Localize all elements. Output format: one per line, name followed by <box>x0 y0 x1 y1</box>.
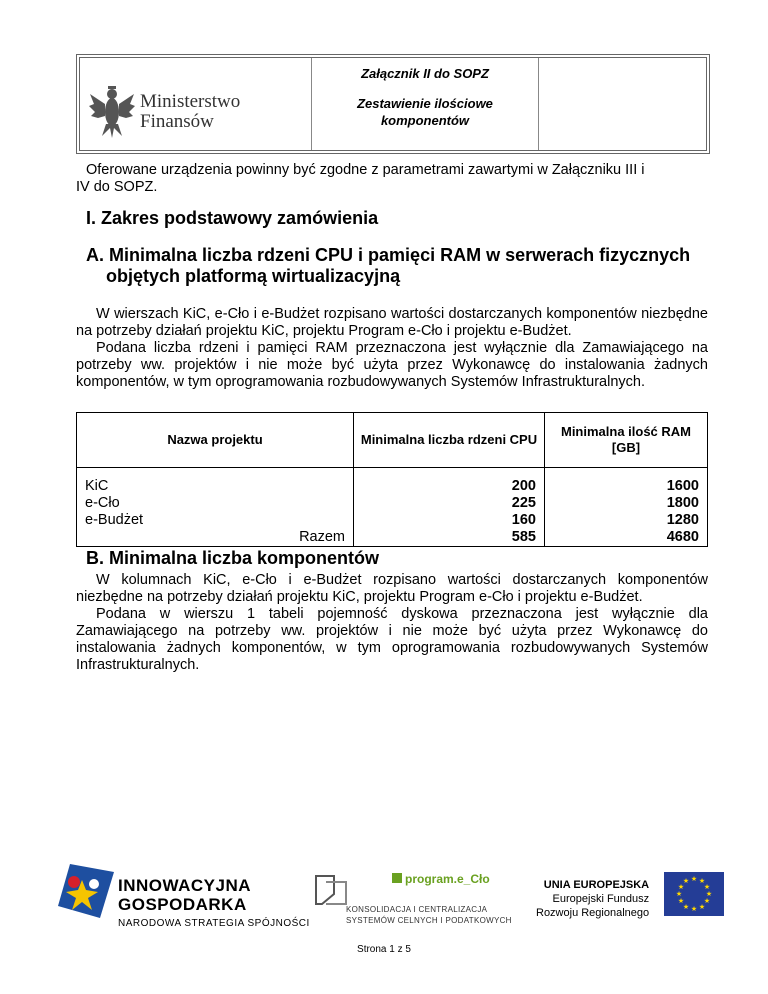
col-header-ram: Minimalna ilość RAM [GB] <box>545 413 708 468</box>
ig-line1: INNOWACYJNA <box>118 876 252 895</box>
table-row <box>77 495 708 512</box>
ministry-name-line2: Finansów <box>140 111 214 132</box>
row-cpu-value: 160 <box>354 512 545 529</box>
header-empty-cell <box>539 58 706 150</box>
eu-line1: UNIA EUROPEJSKA <box>543 879 650 891</box>
subtitle-line2: komponentów <box>380 113 470 128</box>
row-ram-value: 1280 <box>545 512 708 529</box>
row-project-name: e-Budżet <box>77 512 354 529</box>
section-b-heading: B. Minimalna liczba komponentów <box>86 548 380 568</box>
section-a-heading-line2: objętych platformą wirtualizacyjną <box>106 266 401 286</box>
svg-text:★: ★ <box>675 890 683 898</box>
eu-line3: Rozwoju Regionalnego <box>536 907 650 919</box>
svg-text:★: ★ <box>690 875 698 883</box>
eu-text <box>536 878 649 920</box>
section-a-paragraph-2: Podana liczba rdzeni i pamięci RAM przeznaczona jest wyłącznie dla Zamawiającego na potrzeby ww. projektów i nie może być użyta przez Wykonawcę do instalowania żadnych komponentów, w tym oprogramowania rozbudowywanych Systemów Infrastrukturalnych. <box>76 340 708 390</box>
total-label: Razem <box>77 529 354 547</box>
col-header-cpu: Minimalna liczba rdzeni CPU <box>354 413 545 468</box>
row-ram-value: 1800 <box>545 495 708 512</box>
section-a-paragraph-1: W wierszach KiC, e-Cło i e-Budżet rozpisano wartości dostarczanych komponentów niezbędne na potrzeby działań projektu KiC, projektu Program e-Cło i projektu e-Budżet. <box>76 306 708 339</box>
page-number: Strona 1 z 5 <box>357 944 411 955</box>
innovative-economy-logo-icon <box>56 862 116 920</box>
svg-text:★: ★ <box>677 897 685 905</box>
innovative-economy-text <box>118 876 310 933</box>
eclo-brand-text: program.e_Cło <box>405 872 490 886</box>
subtitle-line1: Zestawienie ilościowe <box>357 96 493 111</box>
svg-text:★: ★ <box>703 883 711 891</box>
total-cpu-value: 585 <box>354 529 545 547</box>
ministry-logo <box>80 58 312 150</box>
eclo-sub-line2: SYSTEMÓW CELNYCH I PODATKOWYCH <box>346 916 512 925</box>
svg-text:★: ★ <box>703 897 711 905</box>
total-ram-value: 4680 <box>545 529 708 547</box>
svg-text:★: ★ <box>698 903 706 911</box>
eu-flag-icon <box>664 872 724 916</box>
table-row <box>77 478 708 495</box>
eclo-brand <box>392 870 490 888</box>
eclo-square-icon <box>392 873 402 883</box>
document-header <box>76 54 710 154</box>
row-ram-value: 1600 <box>545 478 708 495</box>
eclo-subtitle <box>346 904 512 926</box>
section-a-heading-line1: A. Minimalna liczba rdzeni CPU i pamięci RAM w serwerach fizycznych <box>86 245 691 265</box>
section-b-paragraph-1: W kolumnach KiC, e-Cło i e-Budżet rozpisano wartości dostarczanych komponentów niezbędne na potrzeby działań projektu KiC, projektu Program e-Cło i projektu e-Budżet. <box>76 572 708 605</box>
col-header-project: Nazwa projektu <box>77 413 354 468</box>
intro-line2: IV do SOPZ. <box>76 179 158 195</box>
table-header-row <box>77 413 708 468</box>
ministry-name <box>140 92 240 132</box>
attachment-subtitle <box>312 95 538 129</box>
svg-text:★: ★ <box>698 877 706 885</box>
row-project-name: e-Cło <box>77 495 354 512</box>
table-total-row <box>77 529 708 547</box>
ig-line3: NARODOWA STRATEGIA SPÓJNOŚCI <box>118 918 310 929</box>
table-row <box>77 512 708 529</box>
header-title-cell <box>312 58 539 150</box>
ministry-name-line1: Ministerstwo <box>140 91 241 112</box>
svg-text:★: ★ <box>705 890 713 898</box>
eclo-sub-line1: KONSOLIDACJA I CENTRALIZACJA <box>346 905 488 914</box>
intro-line1: Oferowane urządzenia powinny być zgodne z parametrami zawartymi w Załączniku III i <box>86 162 645 178</box>
svg-text:★: ★ <box>682 903 690 911</box>
cpu-ram-table <box>76 412 708 547</box>
eu-line2: Europejski Fundusz <box>552 893 650 905</box>
row-project-name: KiC <box>77 478 354 495</box>
ig-line2: GOSPODARKA <box>118 895 247 914</box>
svg-text:★: ★ <box>690 905 698 913</box>
section-b-paragraph-2: Podana w wierszu 1 tabeli pojemność dyskowa przeznaczona jest wyłącznie dla Zamawiającego na potrzeby ww. projektów i nie może być użyta przez Wykonawcę do instalowania żadnych komponentów, w tym oprogramowania rozbudowywanych Systemów Infrastrukturalnych. <box>76 606 708 673</box>
section-1-heading: I. Zakres podstawowy zamówienia <box>86 208 379 228</box>
row-cpu-value: 225 <box>354 495 545 512</box>
row-cpu-value: 200 <box>354 478 545 495</box>
eagle-emblem-icon <box>88 82 136 140</box>
attachment-title: Załącznik II do SOPZ <box>361 66 489 81</box>
svg-text:★: ★ <box>677 883 685 891</box>
svg-text:★: ★ <box>682 877 690 885</box>
table-spacer-row <box>77 468 708 479</box>
